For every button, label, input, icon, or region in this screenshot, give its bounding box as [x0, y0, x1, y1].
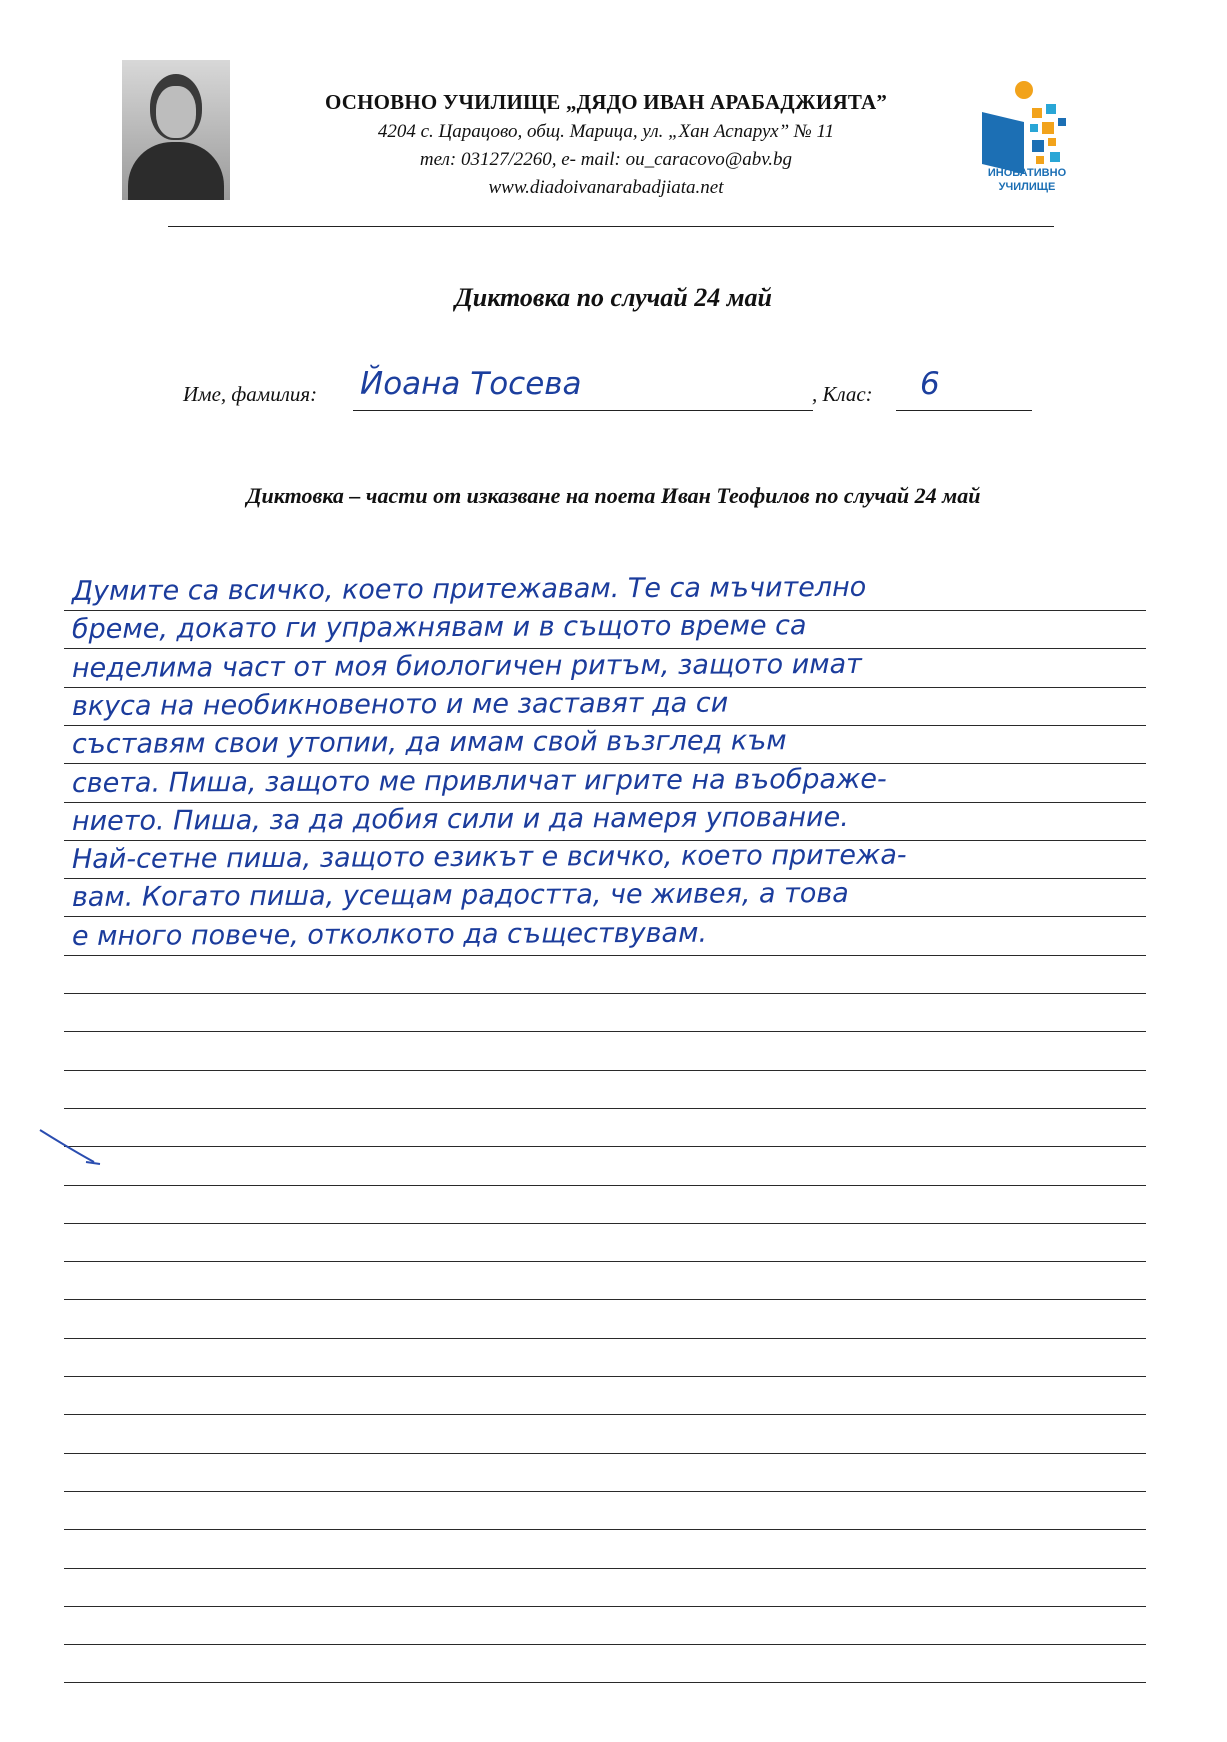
ruled-line — [64, 1261, 1146, 1262]
ruled-line — [64, 648, 1146, 649]
ruled-line — [64, 955, 1146, 956]
ruled-line — [64, 1529, 1146, 1530]
name-field[interactable]: Йоана Тосева — [360, 366, 582, 402]
logo-caption: ИНОВАТИВНО УЧИЛИЩЕ — [987, 167, 1067, 193]
dictation-line: неделима част от моя биологичен ритъм, защото имат — [71, 648, 862, 684]
school-address: 4204 с. Царацово, общ. Марица, ул. „Хан Аспарух” № 11 — [377, 121, 835, 142]
ruled-line — [64, 1644, 1146, 1645]
dictation-line: вам. Когато пиша, усещам радостта, че живея, а това — [71, 877, 849, 913]
ruled-line — [64, 1453, 1146, 1454]
school-name: ОСНОВНО УЧИЛИЩЕ „ДЯДО ИВАН АРАБАДЖИЯТА” — [324, 90, 888, 114]
ruled-line — [64, 993, 1146, 994]
ruled-line — [64, 763, 1146, 764]
ruled-line — [64, 1299, 1146, 1300]
class-underline — [896, 410, 1032, 411]
ruled-line — [64, 1568, 1146, 1569]
ruled-line — [64, 1185, 1146, 1186]
ruled-line — [64, 1146, 1146, 1147]
ruled-line — [64, 1414, 1146, 1415]
ruled-line — [64, 1376, 1146, 1377]
ruled-line — [64, 1606, 1146, 1607]
ruled-line — [64, 1108, 1146, 1109]
letterhead — [246, 90, 966, 199]
class-label: , Клас: — [812, 382, 873, 406]
ruled-line — [64, 1070, 1146, 1071]
dictation-line: е много повече, отколкото да съществувам. — [71, 917, 708, 952]
ruled-line — [64, 1491, 1146, 1492]
ruled-line — [64, 1223, 1146, 1224]
ruled-line — [64, 1682, 1146, 1683]
name-label: Име, фамилия: — [183, 382, 318, 406]
dictation-line: вкуса на необикновеното и ме заставят да си — [71, 687, 729, 722]
dictation-line: бреме, докато ги упражнявам и в същото време са — [71, 610, 807, 645]
dictation-line: света. Пиша, защото ме привличат игрите на въображе- — [71, 763, 887, 799]
name-underline — [353, 410, 813, 411]
dictation-line: Най-сетне пиша, защото езикът е всичко, което притежа- — [71, 839, 907, 875]
ruled-line — [64, 1031, 1146, 1032]
dictation-line: нието. Пиша, за да добия сили и да намеря упование. — [71, 801, 849, 837]
school-website: www.diadoivanarabadjiata.net — [488, 177, 724, 198]
founder-portrait — [122, 60, 230, 200]
header-divider — [168, 226, 1054, 227]
teacher-check-mark — [38, 1126, 108, 1166]
dictation-line: Думите са всичко, което притежавам. Те са мъчително — [71, 571, 867, 607]
school-contacts: тел: 03127/2260, e- mail: ou_caracovo@abv.bg — [419, 149, 793, 170]
dictation-subtitle: Диктовка – части от изказване на поета Иван Теофилов по случай 24 май — [246, 483, 981, 508]
class-field[interactable]: 6 — [920, 366, 940, 402]
ruled-line — [64, 1338, 1146, 1339]
dictation-line: съставям свои утопии, да имам свой възглед към — [71, 725, 787, 760]
page-title: Диктовка по случай 24 май — [454, 283, 772, 312]
ruled-line — [64, 916, 1146, 917]
